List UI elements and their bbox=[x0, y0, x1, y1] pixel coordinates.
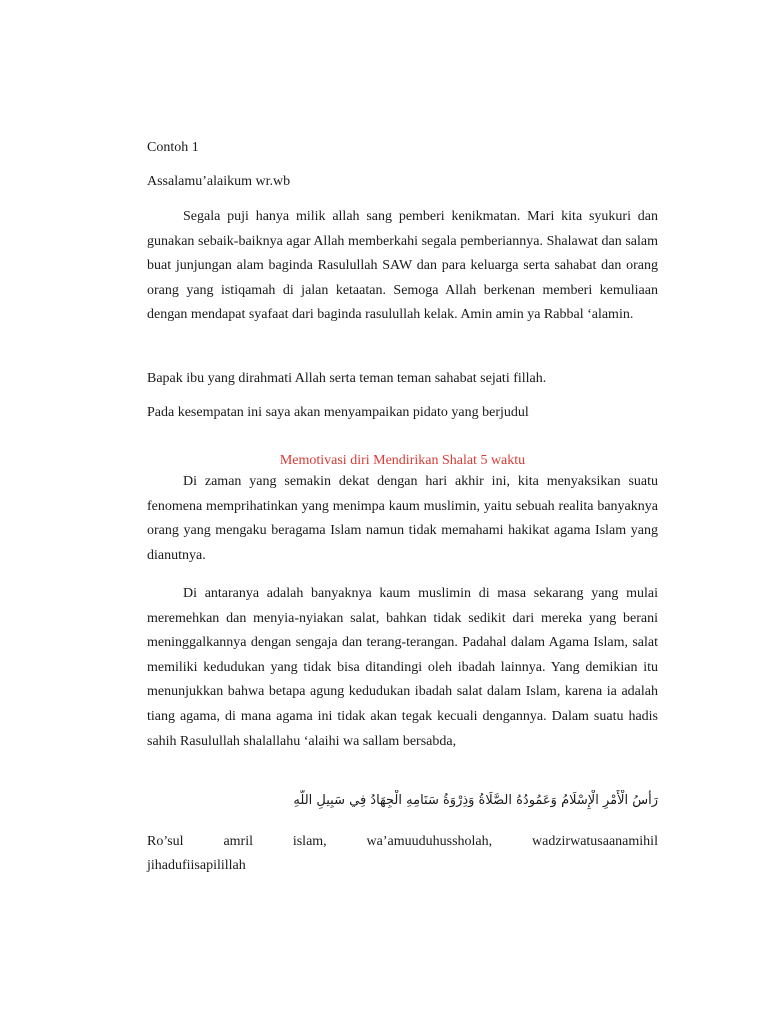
transliteration-line-1 bbox=[147, 830, 658, 854]
body-paragraph-2: Di antaranya adalah banyaknya kaum muslimin di masa sekarang yang mulai meremehkan dan menyia-nyiakan salat, bahkan tidak sedikit dari mereka yang berani meninggalkannya dengan sengaja dan terang-terangan. Padahal dalam Agama Islam, salat memiliki kedudukan yang tidak bisa ditandingi oleh ibadah lainnya. Yang demikian itu menunjukkan bahwa betapa agung kedudukan ibadah salat dalam Islam, karena ia adalah tiang agama, di mana agama ini tidak akan tegak kecuali dengannya. Dalam suatu hadis sahih Rasulullah shalallahu ‘alaihi wa sallam bersabda, bbox=[147, 586, 658, 749]
transliteration-word: wa’amuuduhussholah, bbox=[366, 834, 493, 849]
document-heading: Contoh 1 bbox=[147, 140, 199, 155]
hadith-arabic-text: رَأْسُ الْأَمْرِ الْإِسْلَامُ وَعَمُودُهُ الصَّلَاةُ وَذِرْوَةُ سَنَامِهِ الْجِهَادُ فِي سَبِيلِ اللَّهِ bbox=[293, 793, 658, 808]
body-paragraph-1: Di zaman yang semakin dekat dengan hari akhir ini, kita menyaksikan suatu fenomena memprihatinkan yang menimpa kaum muslimin, yaitu sebuah realita banyaknya orang yang mengaku beragama Islam namun tidak memahami hakikat agama Islam yang dianutnya. bbox=[147, 474, 658, 563]
transliteration-word: wadzirwatusaanamihil bbox=[532, 834, 658, 849]
intro-paragraph: Segala puji hanya milik allah sang pemberi kenikmatan. Mari kita syukuri dan gunakan sebaik-baiknya agar Allah memberkahi segala pemberiannya. Shalawat dan salam buat junjungan alam baginda Rasulullah SAW dan para keluarga serta sahabat dan orang orang yang istiqamah di jalan ketaatan. Semoga Allah berkenan memberi kemuliaan dengan mendapat syafaat dari baginda rasulullah kelak. Amin amin ya Rabbal ‘alamin. bbox=[147, 209, 658, 323]
transliteration-word: amril bbox=[223, 834, 253, 849]
address-line: Bapak ibu yang dirahmati Allah serta teman teman sahabat sejati fillah. bbox=[147, 371, 547, 386]
transliteration-word: islam, bbox=[292, 834, 327, 849]
greeting-line: Assalamu’alaikum wr.wb bbox=[147, 174, 291, 189]
transliteration-block bbox=[147, 830, 658, 878]
speech-title: Memotivasi diri Mendirikan Shalat 5 waktu bbox=[279, 453, 526, 468]
transliteration-word: Ro’sul bbox=[147, 834, 184, 849]
opening-line: Pada kesempatan ini saya akan menyampaikan pidato yang berjudul bbox=[147, 405, 529, 420]
transliteration-line-2: jihadufiisapilillah bbox=[147, 858, 246, 873]
